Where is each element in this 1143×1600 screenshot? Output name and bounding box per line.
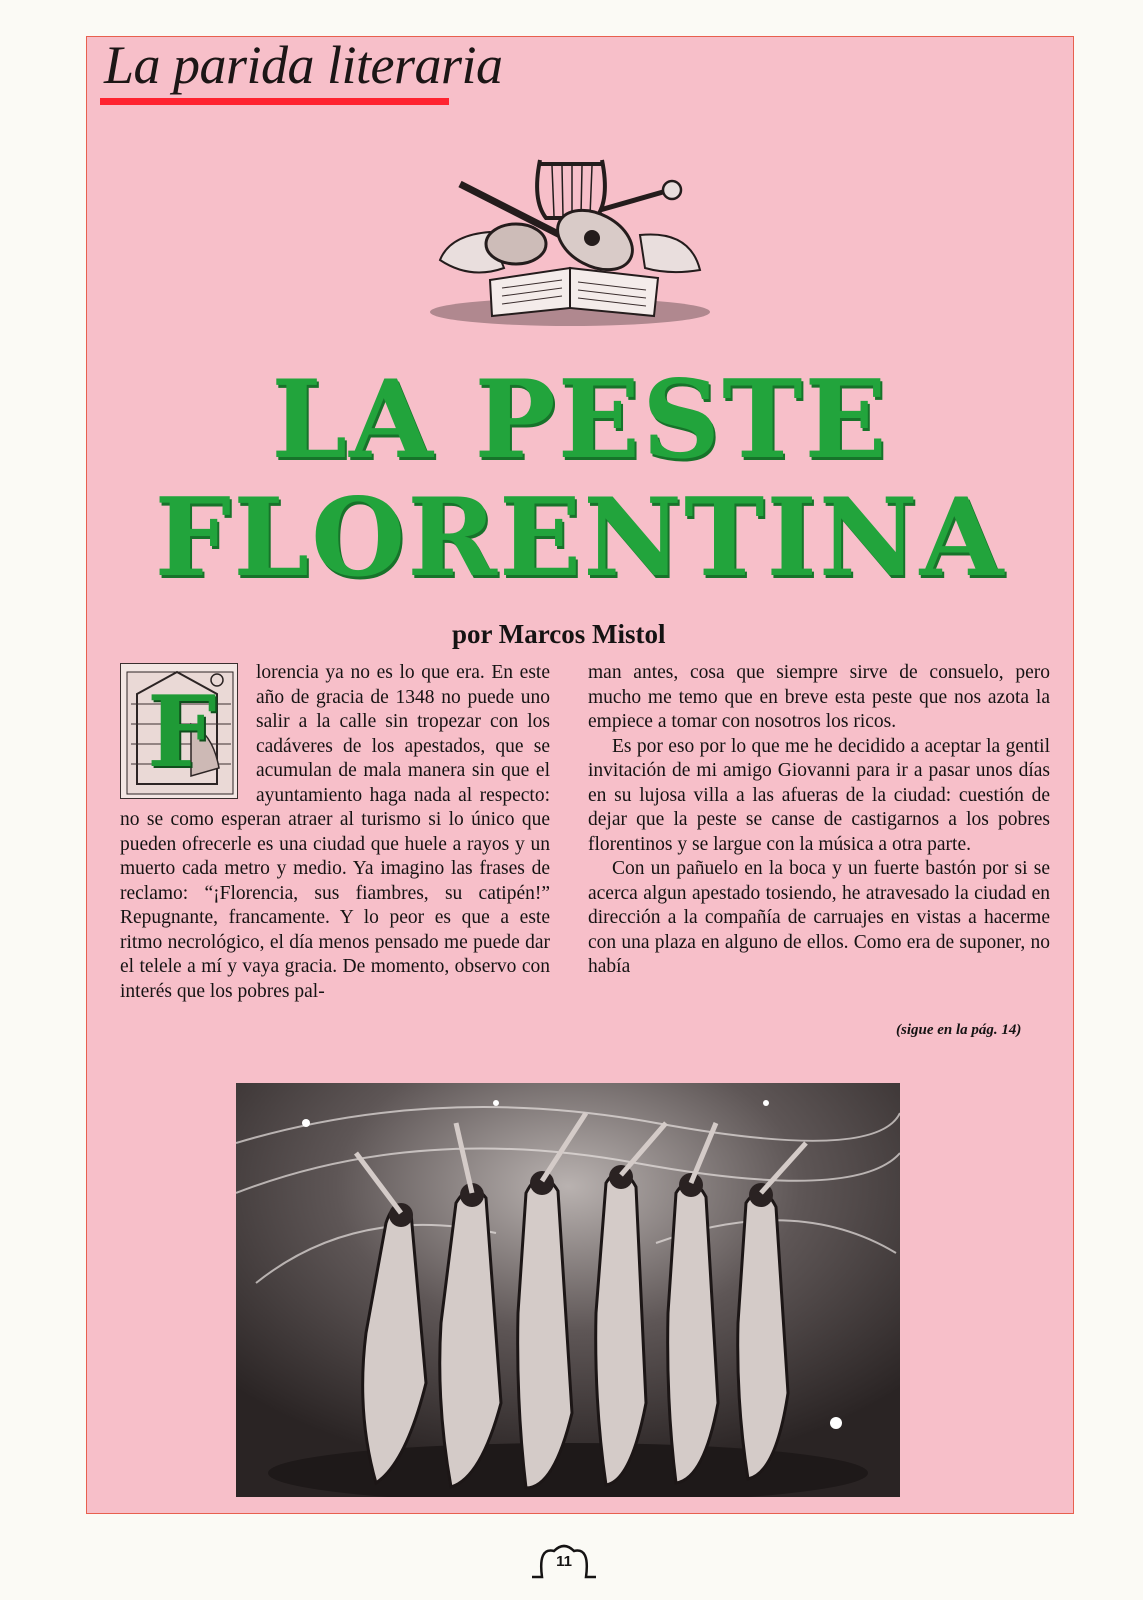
article-title-line-1: LA PESTE xyxy=(271,357,889,483)
article-title-line-2: FLORENTINA xyxy=(154,475,1006,601)
article-column-2 xyxy=(588,661,1050,980)
column-2-paragraph-3: Con un pañuelo en la boca y un fuerte bastón por si se acerca algun apestado tosiendo, he atravesado la ciudad en dirección a la compañía de carruajes en vistas a hacerme con una plaza en alguno de ellos. Como era de suponer, no había xyxy=(588,858,1050,977)
page-number xyxy=(524,1543,604,1581)
column-2-paragraph-1: man antes, cosa que siempre sirve de consuelo, pero mucho me temo que en breve esta peste que nos azota la empiece a tomar con nosotros los ricos. xyxy=(588,662,1050,732)
page-number-text: 11 xyxy=(556,1553,572,1570)
column-2-paragraph-2: Es por eso por lo que me he decidido a aceptar la gentil invitación de mi amigo Giovanni para ir a pasar unos días en su lujosa villa a las afueras de la ciudad: cuestión de dejar que la peste se canse de castigarnos a los pobres florentinos y se largue con la música a otra parte. xyxy=(588,735,1050,855)
dropcap-illustration xyxy=(120,663,238,799)
article-column-1 xyxy=(120,661,550,1004)
dropcap-letter: F xyxy=(147,675,217,790)
section-title: La parida literaria xyxy=(104,35,503,95)
byline: por Marcos Mistol xyxy=(452,619,666,649)
section-title-underline xyxy=(100,98,449,105)
column-1-text: lorencia ya no es lo que era. En este año de gracia de 1348 no puede uno salir a la calle sin tropezar con los cadáveres de los apestados, que se acumulan de mala manera sin que el ayuntamiento haga nada al respecto: no se como esperan atraer al turismo si lo único que pueden ofrecerle es una ciudad que huele a rayos y un muerto cada metro y medio. Ya imagino las frases de reclamo: “¡Florencia, sus fiambres, su catipén!” Repugnante, francamente. Y lo peor es que a este ritmo necrológico, el día menos pensado me puede dar el telele a mí y vaya gracia. De momento, observo con interés que los pobres pal- xyxy=(120,662,550,1002)
dancing-women-engraving xyxy=(236,1083,900,1497)
musical-instruments-vignette xyxy=(420,140,726,336)
continuation-note: (sigue en la pág. 14) xyxy=(896,1022,1022,1038)
